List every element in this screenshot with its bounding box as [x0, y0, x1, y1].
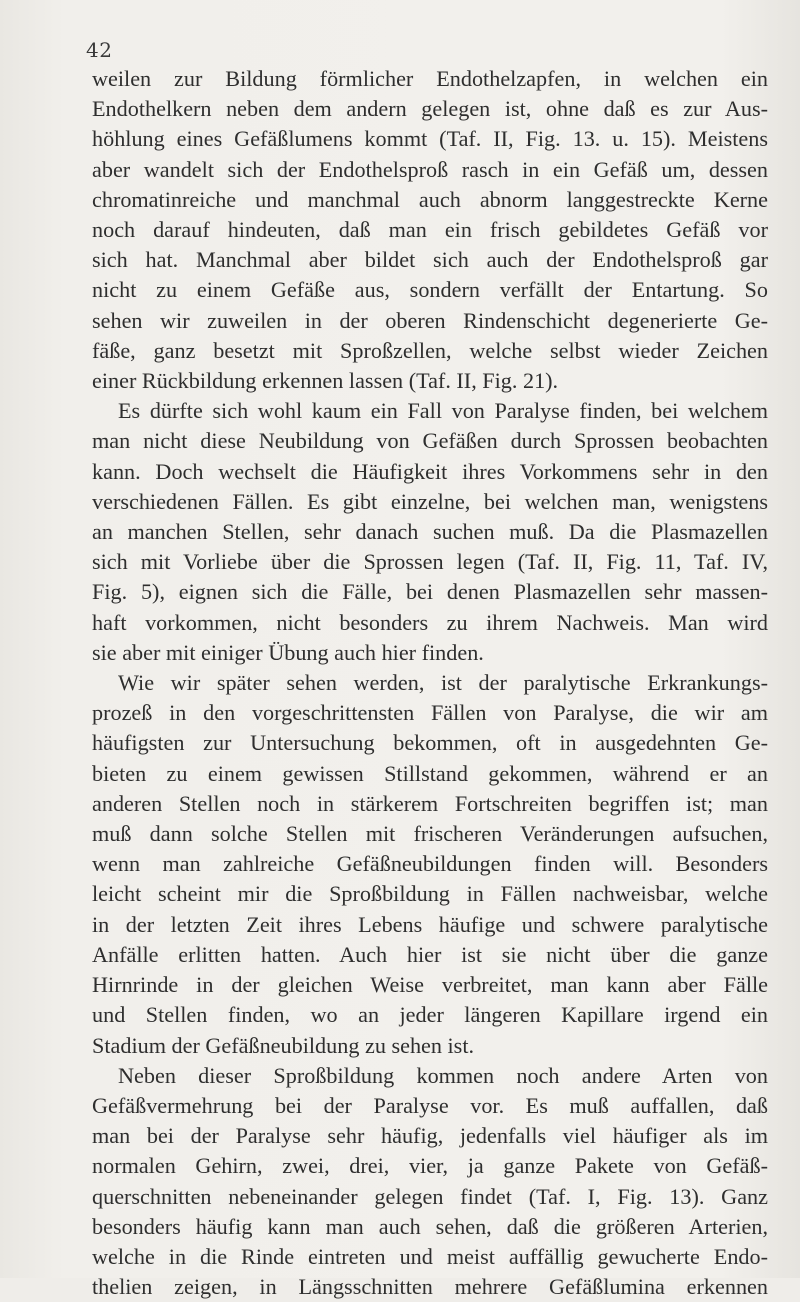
text-line: Fig. 5), eignen sich die Fälle, bei denen Plasmazellen sehr massen- [92, 579, 768, 605]
text-line: muß dann solche Stellen mit frischeren Veränderungen aufsuchen, [92, 821, 768, 847]
text-line: aber wandelt sich der Endothelsproß rasch in ein Gefäß um, dessen [92, 156, 768, 182]
text-line: haft vorkommen, nicht besonders zu ihrem Nachweis. Man wird [92, 609, 768, 635]
text-line: anderen Stellen noch in stärkerem Fortschreiten begriffen ist; man [92, 790, 768, 816]
text-line: Gefäßvermehrung bei der Paralyse vor. Es muß auffallen, daß [92, 1092, 768, 1118]
text-line: Endothelkern neben dem andern gelegen ist, ohne daß es zur Aus- [92, 96, 768, 122]
text-line: thelien zeigen, in Längsschnitten mehrere Gefäßlumina erkennen [92, 1274, 768, 1300]
text-line: höhlung eines Gefäßlumens kommt (Taf. II, Fig. 13. u. 15). Meistens [92, 126, 768, 152]
text-line: Hirnrinde in der gleichen Weise verbreitet, man kann aber Fälle [92, 972, 768, 998]
text-line: kann. Doch wechselt die Häufigkeit ihres Vorkommens sehr in den [92, 458, 768, 484]
text-line: sie aber mit einiger Übung auch hier finden. [92, 639, 484, 665]
text-line: chromatinreiche und manchmal auch abnorm langgestreckte Kerne [92, 186, 768, 212]
text-line: Neben dieser Sproßbildung kommen noch andere Arten von [118, 1062, 768, 1088]
text-line: Wie wir später sehen werden, ist der paralytische Erkrankungs- [118, 670, 768, 696]
text-line: noch darauf hindeuten, daß man ein frisch gebildetes Gefäß vor [92, 217, 768, 243]
text-line: wenn man zahlreiche Gefäßneubildungen finden will. Besonders [92, 851, 768, 877]
text-line: man nicht diese Neubildung von Gefäßen durch Sprossen beobachten [92, 428, 768, 454]
text-line: nicht zu einem Gefäße aus, sondern verfällt der Entartung. So [92, 277, 768, 303]
text-line: man bei der Paralyse sehr häufig, jedenfalls viel häufiger als im [92, 1123, 768, 1149]
text-line: prozeß in den vorgeschrittensten Fällen von Paralyse, die wir am [92, 700, 768, 726]
text-line: Anfälle erlitten hatten. Auch hier ist sie nicht über die ganze [92, 941, 768, 967]
text-line: an manchen Stellen, sehr danach suchen muß. Da die Plasmazellen [92, 519, 768, 545]
text-line: welche in die Rinde eintreten und meist auffällig gewucherte Endo- [92, 1243, 768, 1269]
text-line: bieten zu einem gewissen Stillstand gekommen, während er an [92, 760, 768, 786]
text-line: Es dürfte sich wohl kaum ein Fall von Paralyse finden, bei welchem [118, 398, 768, 424]
body-text [92, 64, 768, 1302]
text-line: weilen zur Bildung förmlicher Endothelzapfen, in welchen ein [92, 66, 768, 91]
page-number: 42 [86, 38, 113, 62]
text-line: leicht scheint mir die Sproßbildung in Fällen nachweisbar, welche [92, 881, 768, 907]
text-line: sich mit Vorliebe über die Sprossen legen (Taf. II, Fig. 11, Taf. IV, [92, 549, 768, 575]
text-line: in der letzten Zeit ihres Lebens häufige und schwere paralytische [92, 911, 768, 937]
text-line: querschnitten nebeneinander gelegen findet (Taf. I, Fig. 13). Ganz [92, 1183, 768, 1209]
text-line: sehen wir zuweilen in der oberen Rindenschicht degenerierte Ge- [92, 307, 768, 333]
text-line: Stadium der Gefäßneubildung zu sehen ist. [92, 1032, 475, 1058]
text-line: sich hat. Manchmal aber bildet sich auch der Endothelsproß gar [92, 247, 768, 273]
text-line: fäße, ganz besetzt mit Sproßzellen, welche selbst wieder Zeichen [92, 337, 768, 363]
text-line: verschiedenen Fällen. Es gibt einzelne, bei welchen man, wenigstens [92, 488, 768, 514]
text-line: und Stellen finden, wo an jeder längeren Kapillare irgend ein [92, 1002, 768, 1028]
text-line: einer Rückbildung erkennen lassen (Taf. II, Fig. 21). [92, 368, 559, 394]
text-line: normalen Gehirn, zwei, drei, vier, ja ganze Pakete von Gefäß- [92, 1153, 768, 1179]
text-line: besonders häufig kann man auch sehen, daß die größeren Arterien, [92, 1213, 768, 1239]
text-line: häufigsten zur Untersuchung bekommen, oft in ausgedehnten Ge- [92, 730, 768, 756]
